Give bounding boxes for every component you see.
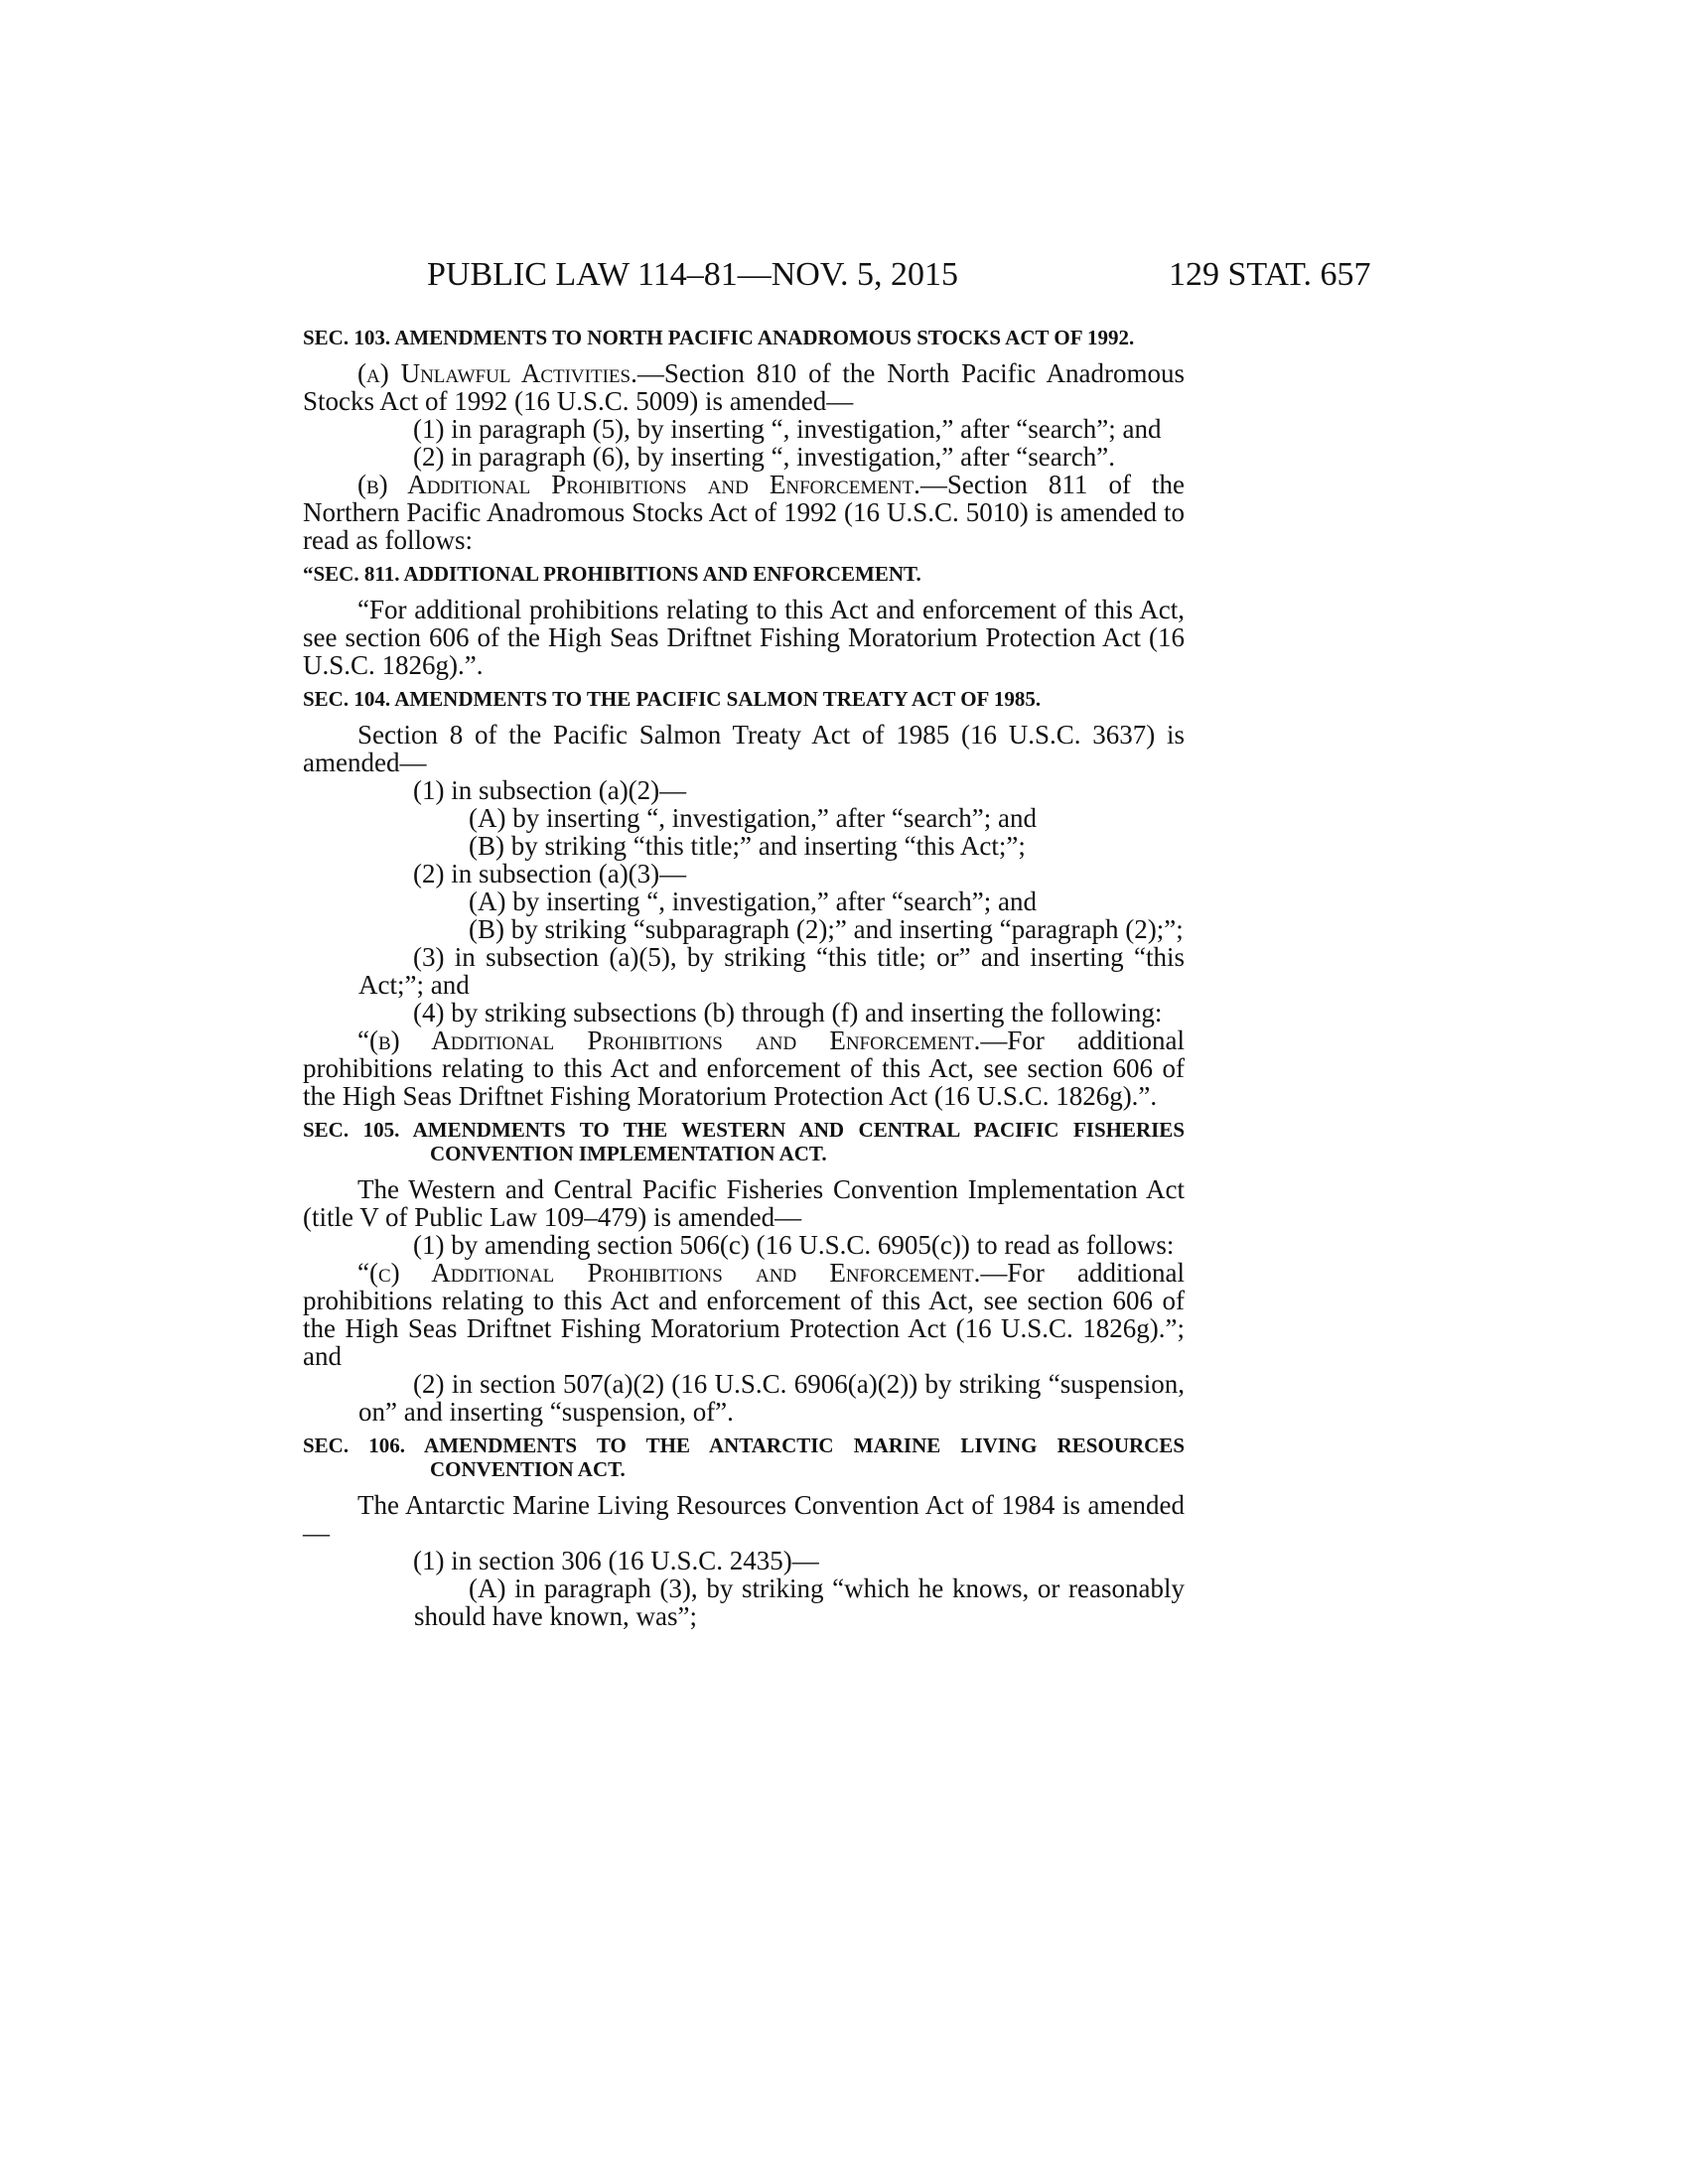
subsection-a-text: —Section 810 of the North Pacific Anadromous Stocks Act of 1992 (16 U.S.C. 5009) is amended— bbox=[303, 358, 1185, 416]
section-106-intro: The Antarctic Marine Living Resources Convention Act of 1984 is amended— bbox=[303, 1490, 1185, 1548]
subsection-a bbox=[303, 359, 1185, 415]
quoted-subsection-c-text: —For additional prohibitions relating to this Act and enforcement of this Act, see section 606 of the High Seas Driftnet Fishing Moratorium Protection Act (16 U.S.C. 1826g).”; and bbox=[303, 1258, 1185, 1371]
document-body bbox=[303, 318, 1185, 1630]
subsection-b bbox=[303, 471, 1185, 554]
page-header-stat: 129 STAT. 657 bbox=[1169, 256, 1371, 293]
section-heading-103: SEC. 103. AMENDMENTS TO NORTH PACIFIC ANADROMOUS STOCKS ACT OF 1992. bbox=[303, 326, 1135, 349]
section-104-intro: Section 8 of the Pacific Salmon Treaty Act of 1985 (16 U.S.C. 3637) is amended— bbox=[303, 720, 1185, 777]
section-heading-104: SEC. 104. AMENDMENTS TO THE PACIFIC SALMON TREATY ACT OF 1985. bbox=[303, 687, 1042, 711]
quoted-subsection-c bbox=[303, 1259, 1185, 1370]
paragraph-105-1: (1) by amending section 506(c) (16 U.S.C. 6905(c)) to read as follows: bbox=[413, 1230, 1175, 1260]
quoted-subsection-b bbox=[303, 1026, 1185, 1110]
paragraph-104-3: (3) in subsection (a)(5), by striking “this title; or” and inserting “this Act;”; and bbox=[358, 942, 1185, 1000]
subparagraph-104-2-A: (A) by inserting “, investigation,” after “search”; and bbox=[469, 887, 1038, 916]
paragraph-106-1: (1) in section 306 (16 U.S.C. 2435)— bbox=[413, 1546, 819, 1575]
paragraph-104-1: (1) in subsection (a)(2)— bbox=[413, 775, 687, 805]
paragraph-a-2: (2) in paragraph (6), by inserting “, investigation,” after “search”. bbox=[413, 442, 1115, 472]
subsection-b-heading: (b) Additional Prohibitions and Enforcement. bbox=[357, 470, 920, 499]
quoted-subsection-b-text: —For additional prohibitions relating to this Act and enforcement of this Act, see section 606 of the High Seas Driftnet Fishing Moratorium Protection Act (16 U.S.C. 1826g).”. bbox=[303, 1025, 1185, 1111]
page-header-title: PUBLIC LAW 114–81—NOV. 5, 2015 bbox=[427, 256, 959, 293]
paragraph-a-1: (1) in paragraph (5), by inserting “, investigation,” after “search”; and bbox=[413, 414, 1162, 444]
paragraph-104-4: (4) by striking subsections (b) through (f) and inserting the following: bbox=[413, 998, 1163, 1027]
quoted-section-heading-811: “SEC. 811. ADDITIONAL PROHIBITIONS AND ENFORCEMENT. bbox=[303, 562, 921, 586]
subsection-b-text: —Section 811 of the Northern Pacific Anadromous Stocks Act of 1992 (16 U.S.C. 5010) is amended to read as follows: bbox=[303, 470, 1185, 555]
paragraph-105-2: (2) in section 507(a)(2) (16 U.S.C. 6906(a)(2)) by striking “suspension, on” and inserting “suspension, of”. bbox=[358, 1369, 1185, 1427]
subparagraph-106-1-A: (A) in paragraph (3), by striking “which he knows, or reasonably should have known, was”; bbox=[414, 1573, 1185, 1631]
section-heading-106: SEC. 106. AMENDMENTS TO THE ANTARCTIC MARINE LIVING RESOURCES CONVENTION ACT. bbox=[303, 1433, 1185, 1481]
section-105-intro: The Western and Central Pacific Fisheries Convention Implementation Act (title V of Public Law 109–479) is amended— bbox=[303, 1174, 1185, 1232]
section-heading-105: SEC. 105. AMENDMENTS TO THE WESTERN AND CENTRAL PACIFIC FISHERIES CONVENTION IMPLEMENTATION ACT. bbox=[303, 1118, 1185, 1165]
paragraph-104-2: (2) in subsection (a)(3)— bbox=[413, 859, 687, 888]
quoted-subsection-c-heading: “(c) Additional Prohibitions and Enforcement. bbox=[357, 1258, 981, 1288]
subparagraph-104-2-B: (B) by striking “subparagraph (2);” and inserting “paragraph (2);”; bbox=[469, 914, 1184, 944]
quoted-subsection-b-heading: “(b) Additional Prohibitions and Enforcement. bbox=[357, 1025, 981, 1055]
subsection-a-heading: (a) Unlawful Activities. bbox=[357, 358, 637, 388]
subparagraph-104-1-B: (B) by striking “this title;” and inserting “this Act;”; bbox=[469, 831, 1026, 861]
quoted-section-811-text: “For additional prohibitions relating to this Act and enforcement of this Act, see section 606 of the High Seas Driftnet Fishing Moratorium Protection Act (16 U.S.C. 1826g).”. bbox=[303, 595, 1185, 680]
subparagraph-104-1-A: (A) by inserting “, investigation,” after “search”; and bbox=[469, 803, 1038, 833]
